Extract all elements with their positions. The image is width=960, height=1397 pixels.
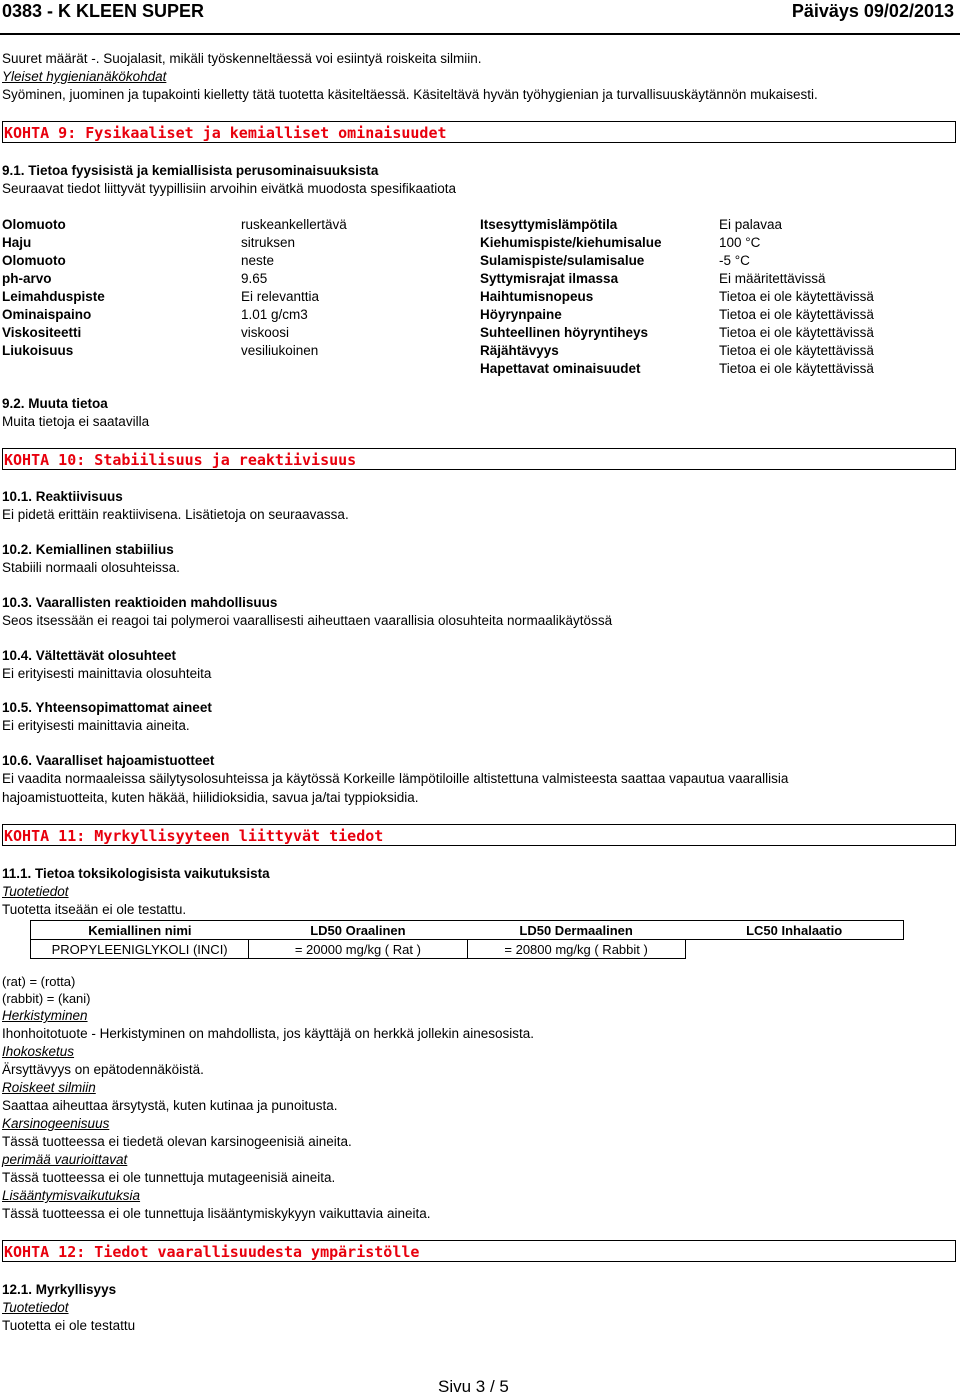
property-label: Viskositeetti bbox=[2, 325, 82, 340]
effect-label: Roiskeet silmiin bbox=[2, 1080, 96, 1095]
s10-item-heading: 10.1. Reaktiivisuus bbox=[2, 489, 123, 504]
property-label: Suhteellinen höyryntiheys bbox=[480, 325, 649, 340]
property-label: ph-arvo bbox=[2, 271, 52, 286]
property-value: Tietoa ei ole käytettävissä bbox=[719, 325, 874, 340]
table-cell bbox=[685, 940, 903, 959]
property-row bbox=[480, 271, 874, 289]
column-header: LD50 Oraalinen bbox=[249, 921, 467, 940]
column-header: LD50 Dermaalinen bbox=[467, 921, 685, 940]
intro-line: Suuret määrät -. Suojalasit, mikäli työskenneltäessä voi esiintyä roiskeita silmiin. bbox=[2, 51, 482, 66]
s9-sub2-heading: 9.2. Muuta tietoa bbox=[2, 396, 108, 411]
s10-item-text: hajoamistuotteita, kuten häkää, hiilidioksidia, savua ja/tai typpioksidia. bbox=[2, 790, 419, 805]
property-row bbox=[2, 325, 347, 343]
s10-item-text: Stabiili normaali olosuhteissa. bbox=[2, 560, 180, 575]
property-row bbox=[480, 361, 874, 379]
section-9-header bbox=[2, 121, 956, 143]
product-info-text: Tuotetta itseään ei ole testattu. bbox=[2, 902, 187, 917]
property-label: Haju bbox=[2, 235, 32, 250]
effect-label: Herkistyminen bbox=[2, 1008, 88, 1023]
property-value: Tietoa ei ole käytettävissä bbox=[719, 361, 874, 376]
property-value: Tietoa ei ole käytettävissä bbox=[719, 343, 874, 358]
section-12-title: KOHTA 12: Tiedot vaarallisuudesta ympäristölle bbox=[4, 1243, 420, 1261]
document-title: 0383 - K KLEEN SUPER bbox=[2, 1, 205, 21]
table-cell: = 20000 mg/kg ( Rat ) bbox=[249, 940, 467, 959]
properties-left-table bbox=[2, 217, 347, 361]
property-value: Ei relevanttia bbox=[241, 289, 320, 304]
property-value: neste bbox=[241, 253, 275, 268]
property-label: Olomuoto bbox=[2, 217, 66, 232]
column-header: LC50 Inhalaatio bbox=[685, 921, 903, 940]
effect-label: Ihokosketus bbox=[2, 1044, 75, 1059]
s10-item-heading: 10.3. Vaarallisten reaktioiden mahdollisuus bbox=[2, 595, 278, 610]
property-value: 1.01 g/cm3 bbox=[241, 307, 308, 322]
effect-text: Saattaa aiheuttaa ärsytystä, kuten kutinaa ja punoitusta. bbox=[2, 1098, 338, 1113]
property-row bbox=[2, 343, 347, 361]
property-value: sitruksen bbox=[241, 235, 296, 250]
property-value: 9.65 bbox=[241, 271, 268, 286]
page-number: Sivu 3 / 5 bbox=[438, 1377, 509, 1396]
s10-item-heading: 10.4. Vältettävät olosuhteet bbox=[2, 648, 177, 663]
hygiene-text: Syöminen, juominen ja tupakointi kielletty tätä tuotetta käsiteltäessä. Käsiteltävä hyvän työhygienian ja turvallisuuskäytännön mukaisesti. bbox=[2, 87, 818, 102]
s10-item-text: Ei vaadita normaaleissa säilytysolosuhteissa ja käytössä Korkeille lämpötiloille altistettuna valmisteesta saattaa vapautua vaarallisia bbox=[2, 771, 789, 786]
section-10-header bbox=[2, 448, 956, 470]
property-value: Ei määritettävissä bbox=[719, 271, 826, 286]
table-cell: PROPYLEENIGLYKOLI (INCI) bbox=[31, 940, 249, 959]
property-value: vesiliukoinen bbox=[241, 343, 319, 358]
effect-label: Karsinogeenisuus bbox=[2, 1116, 110, 1131]
s9-sub1-text: Seuraavat tiedot liittyvät tyypillisiin arvoihin eivätkä muodosta spesifikaatiota bbox=[2, 181, 456, 196]
property-row bbox=[480, 217, 874, 235]
property-row bbox=[480, 307, 874, 325]
effect-text: Tässä tuotteessa ei ole tunnettuja mutageenisiä aineita. bbox=[2, 1170, 336, 1185]
effect-text: Ihonhoitotuote - Herkistyminen on mahdollista, jos käyttäjä on herkkä jollekin ainesosista. bbox=[2, 1026, 535, 1041]
document-date: Päiväys 09/02/2013 bbox=[791, 1, 954, 21]
property-row bbox=[2, 253, 347, 271]
property-label: Haihtumisnopeus bbox=[480, 289, 594, 304]
table-header-row bbox=[31, 921, 904, 940]
property-label: Räjähtävyys bbox=[480, 343, 559, 358]
hygiene-heading: Yleiset hygienianäkökohdat bbox=[2, 69, 167, 84]
property-row bbox=[2, 307, 347, 325]
section-11-header bbox=[2, 824, 956, 846]
s9-sub1-heading: 9.1. Tietoa fyysisistä ja kemiallisista perusominaisuuksista bbox=[2, 163, 379, 178]
property-value: 100 °C bbox=[719, 235, 761, 250]
property-label: Höyrynpaine bbox=[480, 307, 562, 322]
effect-text: Tässä tuotteessa ei tiedetä olevan karsinogeenisiä aineita. bbox=[2, 1134, 352, 1149]
section-11-title: KOHTA 11: Myrkyllisyyteen liittyvät tiedot bbox=[4, 827, 384, 845]
table-row bbox=[31, 940, 904, 959]
section-9-title: KOHTA 9: Fysikaaliset ja kemialliset ominaisuudet bbox=[4, 124, 447, 142]
effect-text: Ärsyttävyys on epätodennäköistä. bbox=[2, 1062, 204, 1077]
property-value: viskoosi bbox=[241, 325, 290, 340]
property-row bbox=[2, 271, 347, 289]
property-label: Liukoisuus bbox=[2, 343, 74, 358]
column-header: Kemiallinen nimi bbox=[31, 921, 249, 940]
s11-sub1-heading: 11.1. Tietoa toksikologisista vaikutuksista bbox=[2, 866, 270, 881]
s10-item-heading: 10.5. Yhteensopimattomat aineet bbox=[2, 700, 212, 715]
property-row bbox=[480, 343, 874, 361]
s10-item-heading: 10.2. Kemiallinen stabiilius bbox=[2, 542, 174, 557]
property-label: Leimahduspiste bbox=[2, 289, 105, 304]
property-label: Sulamispiste/sulamisalue bbox=[480, 253, 645, 268]
property-row bbox=[480, 235, 874, 253]
toxicity-table bbox=[30, 920, 904, 959]
properties-right-table bbox=[480, 217, 874, 379]
s10-item-heading: 10.6. Vaaralliset hajoamistuotteet bbox=[2, 753, 215, 768]
property-label: Itsesyttymislämpötila bbox=[480, 217, 618, 232]
property-row bbox=[2, 217, 347, 235]
property-label: Syttymisrajat ilmassa bbox=[480, 271, 619, 286]
effect-text: Tässä tuotteessa ei ole tunnettuja lisääntymiskykyyn vaikuttavia aineita. bbox=[2, 1206, 431, 1221]
property-row bbox=[480, 253, 874, 271]
product-info-text: Tuotetta ei ole testattu bbox=[2, 1318, 136, 1333]
product-info-label: Tuotetiedot bbox=[2, 1300, 69, 1315]
s12-sub1-heading: 12.1. Myrkyllisyys bbox=[2, 1282, 117, 1297]
note-line: (rabbit) = (kani) bbox=[2, 991, 91, 1006]
property-value: Tietoa ei ole käytettävissä bbox=[719, 307, 874, 322]
property-label: Hapettavat ominaisuudet bbox=[480, 361, 641, 376]
effect-label: perimää vaurioittavat bbox=[2, 1152, 128, 1167]
property-row bbox=[480, 325, 874, 343]
effect-label: Lisääntymisvaikutuksia bbox=[2, 1188, 141, 1203]
table-cell: = 20800 mg/kg ( Rabbit ) bbox=[467, 940, 685, 959]
property-label: Olomuoto bbox=[2, 253, 66, 268]
header-divider bbox=[0, 33, 960, 35]
product-info-label: Tuotetiedot bbox=[2, 884, 69, 899]
s10-item-text: Ei erityisesti mainittavia aineita. bbox=[2, 718, 190, 733]
property-row bbox=[2, 289, 347, 307]
property-label: Ominaispaino bbox=[2, 307, 92, 322]
property-value: -5 °C bbox=[719, 253, 750, 268]
property-row bbox=[480, 289, 874, 307]
section-10-title: KOHTA 10: Stabiilisuus ja reaktiivisuus bbox=[4, 451, 357, 469]
property-row bbox=[2, 235, 347, 253]
property-value: ruskeankellertävä bbox=[241, 217, 347, 232]
s10-item-text: Ei erityisesti mainittavia olosuhteita bbox=[2, 666, 212, 681]
property-value: Tietoa ei ole käytettävissä bbox=[719, 289, 874, 304]
s10-item-text: Seos itsessään ei reagoi tai polymeroi vaarallisesti aiheuttaen vaarallisia olosuhteita normaalikäytössä bbox=[2, 613, 613, 628]
s10-item-text: Ei pidetä erittäin reaktiivisena. Lisätietoja on seuraavassa. bbox=[2, 507, 349, 522]
property-label: Kiehumispiste/kiehumisalue bbox=[480, 235, 662, 250]
note-line: (rat) = (rotta) bbox=[2, 974, 76, 989]
s9-sub2-text: Muita tietoja ei saatavilla bbox=[2, 414, 150, 429]
section-12-header bbox=[2, 1240, 956, 1262]
property-value: Ei palavaa bbox=[719, 217, 783, 232]
